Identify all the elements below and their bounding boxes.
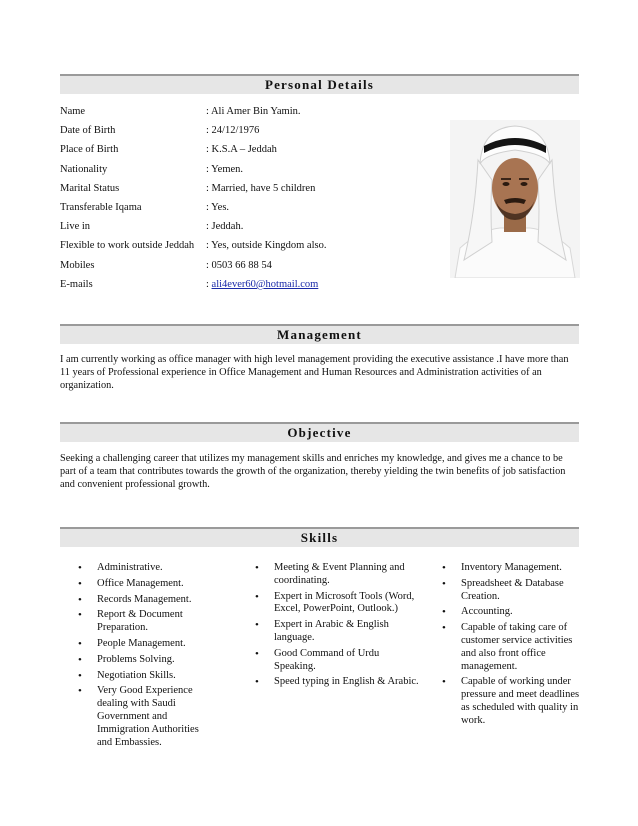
personal-row-label: Mobiles [60,259,95,271]
skill-text: Speed typing in English & Arabic. [274,676,419,688]
skill-text: Capable of working under pressure and meet deadlines as scheduled with quality in work. [461,676,580,726]
email-label: E-mails [60,279,93,290]
skill-item [437,578,587,604]
skill-item [73,609,213,635]
personal-row-label: Place of Birth [60,144,119,156]
personal-row-label: Date of Birth [60,125,116,137]
email-colon: : [206,279,212,290]
skill-item [250,648,420,674]
profile-photo-drawing [450,120,580,278]
skill-text: Expert in Arabic & English language. [274,619,389,643]
personal-row-value: : Jeddah. [206,221,244,233]
personal-row-label: Live in [60,221,91,233]
personal-row-label: Transferable Iqama [60,202,142,213]
skill-text: Records Management. [97,593,192,605]
skill-text: Negotiation Skills. [97,669,176,681]
skill-item [73,670,213,683]
skill-item [437,676,587,727]
skill-item [73,685,213,749]
email-link[interactable]: ali4ever60@hotmail.com [211,279,319,290]
skill-item [437,622,587,673]
personal-row-label: Flexible to work outside Jeddah [60,240,195,252]
profile-photo [450,120,580,278]
skill-text: Administrative. [97,562,163,573]
bullet-icon: • [78,653,82,666]
objective-title: Objective [287,425,352,440]
bullet-icon: • [255,619,259,632]
personal-row-label: Marital Status [60,182,120,194]
skill-item [250,562,420,588]
skill-text: Accounting. [461,606,513,618]
bullet-icon: • [78,609,82,622]
email-value [206,278,318,291]
skill-item [250,591,420,617]
bullet-icon: • [255,562,259,574]
skill-text: Capable of taking care of customer service activities and also front office management. [461,622,573,672]
bullet-icon: • [78,669,82,682]
skill-item [437,606,587,619]
personal-row-value: : Yemen. [206,163,244,175]
skill-item [250,619,420,645]
skill-item [437,562,587,575]
management-header [60,324,579,344]
skills-column-3 [437,562,587,731]
management-text: I am currently working as office manager with high level management providing the executive assistance .I have more than 11 years of Professional experience in Office Management and Human Resources and Administration activities of an organization. [60,354,569,391]
skill-item [73,562,213,575]
objective-text: Seeking a challenging career that utilizes my management skills and enriches my knowledge, and gives me a chance to be part of a team that contributes towards the growth of the organization, thereby yielding the twin benefits of job satisfaction and convenient professional growth. [60,453,566,490]
skill-text: Very Good Experience dealing with Saudi Government and Immigration Authorities and Embassies. [97,685,199,748]
skill-item [73,638,213,651]
skills-header [60,527,579,547]
personal-row-value: : Married, have 5 children [206,182,316,194]
personal-row-label: Nationality [60,163,108,175]
skill-item [73,594,213,607]
bullet-icon: • [442,622,446,635]
objective-header [60,422,579,442]
skill-text: Good Command of Urdu Speaking. [274,647,380,672]
personal-row-value: : 24/12/1976 [206,125,260,137]
skill-text: Office Management. [97,577,184,589]
skills-column-1 [73,562,213,752]
personal-details-header [60,74,579,94]
skills-title: Skills [300,530,339,545]
bullet-icon: • [255,676,259,689]
personal-row-value: : Ali Amer Bin Yamin. [206,106,301,117]
bullet-icon: • [78,593,82,606]
bullet-icon: • [255,647,259,660]
skill-item [250,676,420,689]
personal-row-value: : Yes. [206,202,230,213]
personal-row-value: : 0503 66 88 54 [206,259,272,271]
bullet-icon: • [255,590,259,603]
skill-text: Inventory Management. [461,562,562,573]
skill-text: Problems Solving. [97,653,175,665]
skill-text: Spreadsheet & Database Creation. [461,577,564,602]
skill-item [73,578,213,591]
bullet-icon: • [442,562,446,574]
personal-row-value: : K.S.A – Jeddah [206,144,277,156]
bullet-icon: • [78,637,82,650]
skill-text: Expert in Microsoft Tools (Word, Excel, PowerPoint, Outlook.) [274,590,415,615]
skills-column-2 [250,562,420,692]
skill-text: People Management. [97,637,186,649]
skill-text: Report & Document Preparation. [97,609,183,634]
bullet-icon: • [442,577,446,590]
personal-details-title: Personal Details [264,77,375,92]
bullet-icon: • [78,562,82,574]
bullet-icon: • [78,577,82,590]
bullet-icon: • [442,676,446,689]
bullet-icon: • [78,685,82,698]
personal-row-value: : Yes, outside Kingdom also. [206,240,327,252]
personal-row-label: Name [60,106,86,117]
bullet-icon: • [442,606,446,619]
skill-text: Meeting & Event Planning and coordinating. [274,562,405,586]
management-title: Management [277,327,362,342]
skill-item [73,654,213,667]
